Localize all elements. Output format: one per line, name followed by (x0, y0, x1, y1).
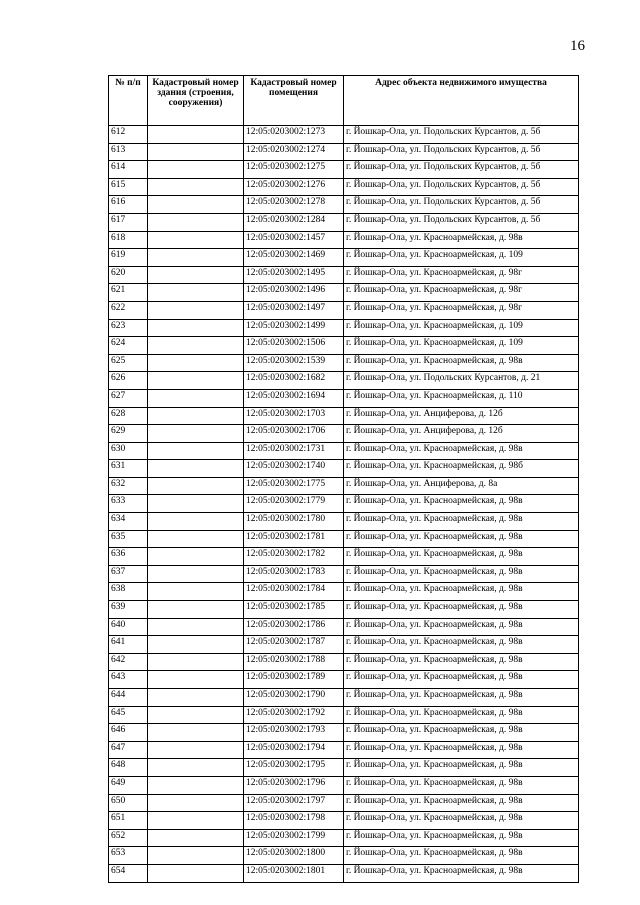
cell-num: 652 (109, 829, 148, 847)
table-row (109, 794, 579, 812)
table-row (109, 601, 579, 619)
cell-building-cadastral (148, 636, 244, 654)
table-row (109, 829, 579, 847)
cell-num: 630 (109, 442, 148, 460)
table-row (109, 847, 579, 865)
cell-room-cadastral: 12:05:0203002:1274 (244, 143, 344, 161)
cell-building-cadastral (148, 372, 244, 390)
cell-room-cadastral: 12:05:0203002:1539 (244, 354, 344, 372)
table-row (109, 126, 579, 144)
cell-room-cadastral: 12:05:0203002:1794 (244, 741, 344, 759)
cell-room-cadastral: 12:05:0203002:1792 (244, 706, 344, 724)
table-row (109, 337, 579, 355)
cell-building-cadastral (148, 829, 244, 847)
table-row (109, 741, 579, 759)
header-room-cadastral: Кадастровый номер помещения (244, 76, 344, 126)
cell-room-cadastral: 12:05:0203002:1797 (244, 794, 344, 812)
cell-address: г. Йошкар-Ола, ул. Красноармейская, д. 98в (344, 583, 579, 601)
table-row (109, 530, 579, 548)
cell-address: г. Йошкар-Ола, ул. Подольских Курсантов, д. 5б (344, 196, 579, 214)
table-row (109, 618, 579, 636)
cell-address: г. Йошкар-Ола, ул. Красноармейская, д. 98в (344, 653, 579, 671)
table-row (109, 776, 579, 794)
cell-num: 654 (109, 864, 148, 882)
cell-building-cadastral (148, 794, 244, 812)
table-row (109, 513, 579, 531)
cell-address: г. Йошкар-Ола, ул. Красноармейская, д. 109 (344, 319, 579, 337)
table-row (109, 812, 579, 830)
cell-building-cadastral (148, 126, 244, 144)
cell-address: г. Йошкар-Ола, ул. Красноармейская, д. 98в (344, 548, 579, 566)
cell-building-cadastral (148, 213, 244, 231)
cell-building-cadastral (148, 337, 244, 355)
cell-room-cadastral: 12:05:0203002:1495 (244, 266, 344, 284)
property-registry-table (108, 75, 579, 883)
table-row (109, 706, 579, 724)
header-address: Адрес объекта недвижимого имущества (344, 76, 579, 126)
cell-room-cadastral: 12:05:0203002:1775 (244, 477, 344, 495)
cell-building-cadastral (148, 143, 244, 161)
table-row (109, 266, 579, 284)
cell-room-cadastral: 12:05:0203002:1793 (244, 724, 344, 742)
table-row (109, 425, 579, 443)
cell-room-cadastral: 12:05:0203002:1682 (244, 372, 344, 390)
cell-address: г. Йошкар-Ола, ул. Красноармейская, д. 98в (344, 776, 579, 794)
cell-num: 619 (109, 249, 148, 267)
cell-room-cadastral: 12:05:0203002:1781 (244, 530, 344, 548)
cell-building-cadastral (148, 671, 244, 689)
cell-address: г. Йошкар-Ола, ул. Красноармейская, д. 98в (344, 354, 579, 372)
cell-room-cadastral: 12:05:0203002:1795 (244, 759, 344, 777)
cell-address: г. Йошкар-Ола, ул. Красноармейская, д. 98в (344, 636, 579, 654)
cell-num: 620 (109, 266, 148, 284)
cell-room-cadastral: 12:05:0203002:1784 (244, 583, 344, 601)
cell-address: г. Йошкар-Ола, ул. Красноармейская, д. 109 (344, 249, 579, 267)
cell-address: г. Йошкар-Ола, ул. Красноармейская, д. 98в (344, 847, 579, 865)
cell-room-cadastral: 12:05:0203002:1496 (244, 284, 344, 302)
cell-building-cadastral (148, 301, 244, 319)
cell-building-cadastral (148, 231, 244, 249)
table-row (109, 143, 579, 161)
table-row (109, 389, 579, 407)
cell-address: г. Йошкар-Ола, ул. Подольских Курсантов, д. 21 (344, 372, 579, 390)
cell-building-cadastral (148, 530, 244, 548)
table-row (109, 583, 579, 601)
cell-building-cadastral (148, 477, 244, 495)
cell-building-cadastral (148, 706, 244, 724)
cell-address: г. Йошкар-Ола, ул. Красноармейская, д. 98в (344, 812, 579, 830)
cell-address: г. Йошкар-Ола, ул. Красноармейская, д. 98в (344, 864, 579, 882)
cell-room-cadastral: 12:05:0203002:1497 (244, 301, 344, 319)
cell-room-cadastral: 12:05:0203002:1785 (244, 601, 344, 619)
cell-address: г. Йошкар-Ола, ул. Красноармейская, д. 98в (344, 231, 579, 249)
table-row (109, 196, 579, 214)
table-row (109, 161, 579, 179)
cell-building-cadastral (148, 601, 244, 619)
cell-num: 624 (109, 337, 148, 355)
cell-num: 625 (109, 354, 148, 372)
cell-address: г. Йошкар-Ола, ул. Красноармейская, д. 98в (344, 706, 579, 724)
table-row (109, 301, 579, 319)
cell-address: г. Йошкар-Ола, ул. Подольских Курсантов, д. 5б (344, 178, 579, 196)
cell-building-cadastral (148, 741, 244, 759)
table-row (109, 689, 579, 707)
cell-building-cadastral (148, 583, 244, 601)
cell-num: 641 (109, 636, 148, 654)
cell-address: г. Йошкар-Ола, ул. Подольских Курсантов, д. 5б (344, 161, 579, 179)
table-row (109, 724, 579, 742)
cell-building-cadastral (148, 425, 244, 443)
cell-num: 614 (109, 161, 148, 179)
cell-room-cadastral: 12:05:0203002:1800 (244, 847, 344, 865)
table-row (109, 548, 579, 566)
cell-room-cadastral: 12:05:0203002:1786 (244, 618, 344, 636)
cell-address: г. Йошкар-Ола, ул. Красноармейская, д. 98в (344, 671, 579, 689)
table-row (109, 178, 579, 196)
table-row (109, 284, 579, 302)
cell-num: 648 (109, 759, 148, 777)
cell-num: 612 (109, 126, 148, 144)
cell-num: 637 (109, 565, 148, 583)
cell-room-cadastral: 12:05:0203002:1780 (244, 513, 344, 531)
header-building-cadastral: Кадастровый номер здания (строения, сооружения) (148, 76, 244, 126)
cell-address: г. Йошкар-Ола, ул. Красноармейская, д. 98г (344, 284, 579, 302)
table-body (109, 126, 579, 883)
cell-num: 638 (109, 583, 148, 601)
table-row (109, 864, 579, 882)
table-row (109, 636, 579, 654)
cell-room-cadastral: 12:05:0203002:1787 (244, 636, 344, 654)
cell-address: г. Йошкар-Ола, ул. Красноармейская, д. 98в (344, 565, 579, 583)
cell-address: г. Йошкар-Ола, ул. Красноармейская, д. 98в (344, 829, 579, 847)
cell-room-cadastral: 12:05:0203002:1740 (244, 460, 344, 478)
cell-room-cadastral: 12:05:0203002:1703 (244, 407, 344, 425)
cell-num: 623 (109, 319, 148, 337)
cell-num: 647 (109, 741, 148, 759)
cell-room-cadastral: 12:05:0203002:1276 (244, 178, 344, 196)
cell-building-cadastral (148, 513, 244, 531)
cell-room-cadastral: 12:05:0203002:1783 (244, 565, 344, 583)
cell-building-cadastral (148, 565, 244, 583)
cell-building-cadastral (148, 618, 244, 636)
cell-address: г. Йошкар-Ола, ул. Подольских Курсантов, д. 5б (344, 213, 579, 231)
cell-address: г. Йошкар-Ола, ул. Подольских Курсантов, д. 5б (344, 143, 579, 161)
table-row (109, 671, 579, 689)
cell-building-cadastral (148, 196, 244, 214)
header-num: № п/п (109, 76, 148, 126)
cell-num: 634 (109, 513, 148, 531)
table-row (109, 565, 579, 583)
cell-num: 616 (109, 196, 148, 214)
cell-num: 640 (109, 618, 148, 636)
cell-room-cadastral: 12:05:0203002:1789 (244, 671, 344, 689)
cell-address: г. Йошкар-Ола, ул. Красноармейская, д. 98в (344, 442, 579, 460)
cell-room-cadastral: 12:05:0203002:1796 (244, 776, 344, 794)
table-row (109, 354, 579, 372)
cell-building-cadastral (148, 548, 244, 566)
cell-building-cadastral (148, 776, 244, 794)
cell-building-cadastral (148, 689, 244, 707)
cell-num: 622 (109, 301, 148, 319)
cell-building-cadastral (148, 653, 244, 671)
cell-num: 628 (109, 407, 148, 425)
cell-building-cadastral (148, 266, 244, 284)
cell-num: 626 (109, 372, 148, 390)
cell-num: 618 (109, 231, 148, 249)
cell-num: 644 (109, 689, 148, 707)
cell-room-cadastral: 12:05:0203002:1469 (244, 249, 344, 267)
table-row (109, 495, 579, 513)
cell-num: 635 (109, 530, 148, 548)
table-header (109, 76, 579, 126)
cell-address: г. Йошкар-Ола, ул. Красноармейская, д. 98в (344, 794, 579, 812)
cell-building-cadastral (148, 724, 244, 742)
cell-building-cadastral (148, 178, 244, 196)
cell-room-cadastral: 12:05:0203002:1782 (244, 548, 344, 566)
cell-room-cadastral: 12:05:0203002:1457 (244, 231, 344, 249)
cell-building-cadastral (148, 442, 244, 460)
cell-building-cadastral (148, 249, 244, 267)
cell-address: г. Йошкар-Ола, ул. Красноармейская, д. 98б (344, 460, 579, 478)
cell-num: 621 (109, 284, 148, 302)
table-row (109, 477, 579, 495)
cell-num: 629 (109, 425, 148, 443)
cell-address: г. Йошкар-Ола, ул. Красноармейская, д. 98в (344, 759, 579, 777)
header-row (109, 76, 579, 126)
cell-num: 653 (109, 847, 148, 865)
cell-room-cadastral: 12:05:0203002:1284 (244, 213, 344, 231)
cell-address: г. Йошкар-Ола, ул. Красноармейская, д. 98г (344, 266, 579, 284)
cell-room-cadastral: 12:05:0203002:1506 (244, 337, 344, 355)
cell-address: г. Йошкар-Ола, ул. Красноармейская, д. 98в (344, 724, 579, 742)
cell-num: 643 (109, 671, 148, 689)
table-row (109, 213, 579, 231)
cell-num: 645 (109, 706, 148, 724)
cell-building-cadastral (148, 847, 244, 865)
cell-room-cadastral: 12:05:0203002:1801 (244, 864, 344, 882)
cell-building-cadastral (148, 812, 244, 830)
cell-address: г. Йошкар-Ола, ул. Подольских Курсантов, д. 5б (344, 126, 579, 144)
cell-num: 631 (109, 460, 148, 478)
cell-address: г. Йошкар-Ола, ул. Красноармейская, д. 98в (344, 689, 579, 707)
cell-room-cadastral: 12:05:0203002:1275 (244, 161, 344, 179)
cell-building-cadastral (148, 864, 244, 882)
cell-num: 615 (109, 178, 148, 196)
cell-address: г. Йошкар-Ола, ул. Красноармейская, д. 98г (344, 301, 579, 319)
cell-room-cadastral: 12:05:0203002:1788 (244, 653, 344, 671)
cell-building-cadastral (148, 161, 244, 179)
cell-num: 639 (109, 601, 148, 619)
cell-address: г. Йошкар-Ола, ул. Красноармейская, д. 98в (344, 513, 579, 531)
cell-address: г. Йошкар-Ола, ул. Красноармейская, д. 98в (344, 741, 579, 759)
cell-num: 633 (109, 495, 148, 513)
cell-room-cadastral: 12:05:0203002:1790 (244, 689, 344, 707)
cell-room-cadastral: 12:05:0203002:1694 (244, 389, 344, 407)
cell-building-cadastral (148, 389, 244, 407)
table-row (109, 407, 579, 425)
table-row (109, 249, 579, 267)
cell-room-cadastral: 12:05:0203002:1273 (244, 126, 344, 144)
table-row (109, 442, 579, 460)
cell-building-cadastral (148, 759, 244, 777)
cell-building-cadastral (148, 495, 244, 513)
cell-room-cadastral: 12:05:0203002:1779 (244, 495, 344, 513)
cell-building-cadastral (148, 284, 244, 302)
cell-address: г. Йошкар-Ола, ул. Красноармейская, д. 98в (344, 495, 579, 513)
table-row (109, 460, 579, 478)
cell-num: 650 (109, 794, 148, 812)
cell-num: 636 (109, 548, 148, 566)
cell-address: г. Йошкар-Ола, ул. Красноармейская, д. 109 (344, 337, 579, 355)
cell-address: г. Йошкар-Ола, ул. Красноармейская, д. 98в (344, 618, 579, 636)
cell-room-cadastral: 12:05:0203002:1706 (244, 425, 344, 443)
page-number: 16 (570, 38, 585, 54)
cell-building-cadastral (148, 407, 244, 425)
cell-address: г. Йошкар-Ола, ул. Красноармейская, д. 110 (344, 389, 579, 407)
cell-address: г. Йошкар-Ола, ул. Анциферова, д. 12б (344, 407, 579, 425)
cell-num: 627 (109, 389, 148, 407)
table-row (109, 231, 579, 249)
cell-num: 649 (109, 776, 148, 794)
cell-num: 642 (109, 653, 148, 671)
table-row (109, 319, 579, 337)
cell-address: г. Йошкар-Ола, ул. Анциферова, д. 8а (344, 477, 579, 495)
cell-address: г. Йошкар-Ола, ул. Красноармейская, д. 98в (344, 530, 579, 548)
cell-num: 617 (109, 213, 148, 231)
cell-building-cadastral (148, 460, 244, 478)
cell-room-cadastral: 12:05:0203002:1278 (244, 196, 344, 214)
cell-room-cadastral: 12:05:0203002:1798 (244, 812, 344, 830)
cell-room-cadastral: 12:05:0203002:1799 (244, 829, 344, 847)
table-row (109, 372, 579, 390)
cell-address: г. Йошкар-Ола, ул. Красноармейская, д. 98в (344, 601, 579, 619)
cell-room-cadastral: 12:05:0203002:1499 (244, 319, 344, 337)
cell-num: 613 (109, 143, 148, 161)
table-row (109, 653, 579, 671)
cell-room-cadastral: 12:05:0203002:1731 (244, 442, 344, 460)
cell-num: 651 (109, 812, 148, 830)
cell-address: г. Йошкар-Ола, ул. Анциферова, д. 12б (344, 425, 579, 443)
cell-num: 646 (109, 724, 148, 742)
table-row (109, 759, 579, 777)
cell-building-cadastral (148, 354, 244, 372)
cell-num: 632 (109, 477, 148, 495)
cell-building-cadastral (148, 319, 244, 337)
